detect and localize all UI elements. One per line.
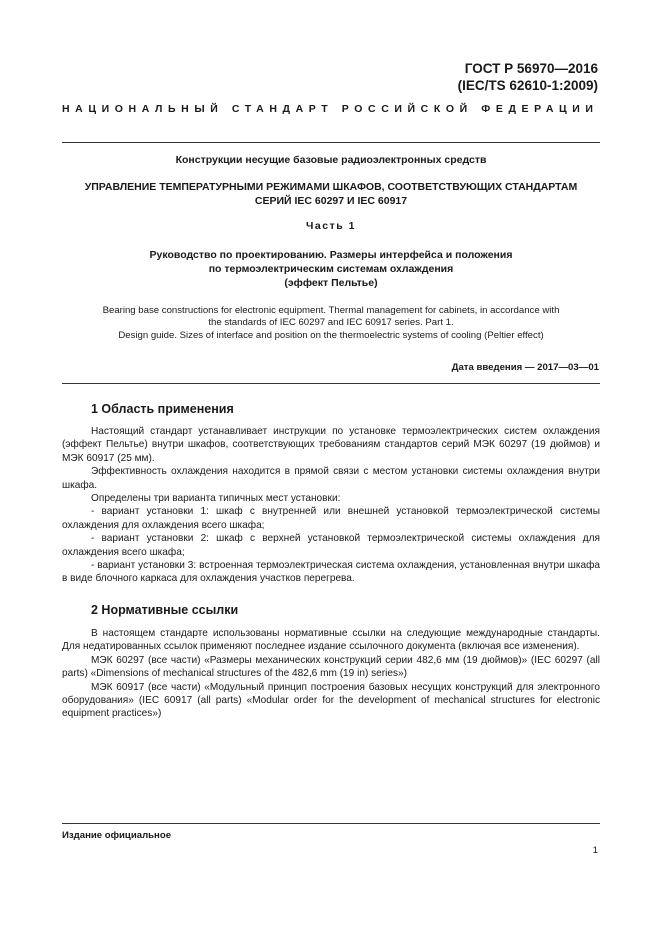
page-number: 1 bbox=[592, 845, 598, 856]
section-body bbox=[62, 627, 600, 721]
part-label: Часть 1 bbox=[306, 220, 356, 232]
list-item: - вариант установки 1: шкаф с внутренней или внешней установкой термоэлектрической системы охлаждения для охлаждения всего шкафа; bbox=[62, 506, 600, 531]
section-heading: 1 Область применения bbox=[91, 402, 234, 416]
official-edition-label: Издание официальное bbox=[62, 830, 172, 841]
section-body bbox=[62, 425, 600, 586]
english-title bbox=[62, 305, 600, 342]
list-item: - вариант установки 3: встроенная термоэлектрическая система охлаждения, установленная внутри шкафа в виде блочного каркаса для охлаждения участков перегрева. bbox=[62, 560, 600, 585]
footer-divider bbox=[62, 823, 600, 824]
paragraph: Эффективность охлаждения находится в прямой связи с местом установки системы охлаждения внутри шкафа. bbox=[62, 466, 600, 491]
title-divider bbox=[62, 383, 600, 384]
main-title-line: УПРАВЛЕНИЕ ТЕМПЕРАТУРНЫМИ РЕЖИМАМИ ШКАФОВ, СООТВЕТСТВУЮЩИХ СТАНДАРТАМ bbox=[84, 181, 578, 193]
paragraph: Определены три варианта типичных мест установки: bbox=[91, 493, 341, 505]
english-title-line: the standards of IEC 60297 and IEC 60917 series. Part 1. bbox=[208, 317, 454, 329]
english-title-line: Design guide. Sizes of interface and position on the thermoelectric systems of cooling (Peltier effect) bbox=[118, 329, 544, 341]
part-title-line: Руководство по проектированию. Размеры интерфейса и положения bbox=[149, 249, 513, 261]
header-divider bbox=[62, 142, 600, 143]
iec-reference: (IEC/TS 62610-1:2009) bbox=[457, 78, 598, 93]
english-title-line: Bearing base constructions for electronic equipment. Thermal management for cabinets, in accordance with bbox=[102, 305, 560, 316]
document-subtitle: Конструкции несущие базовые радиоэлектронных средств bbox=[175, 154, 487, 166]
section-heading: 2 Нормативные ссылки bbox=[91, 603, 239, 617]
part-title-line: по термоэлектрическим системам охлаждения bbox=[208, 263, 454, 275]
standard-code-block bbox=[458, 60, 598, 94]
document-main-title bbox=[62, 180, 600, 208]
part-title bbox=[62, 248, 600, 290]
main-title-line: СЕРИЙ IEC 60297 И IEC 60917 bbox=[254, 195, 408, 207]
national-standard-label: НАЦИОНАЛЬНЫЙ СТАНДАРТ РОССИЙСКОЙ ФЕДЕРАЦИИ bbox=[62, 103, 599, 115]
part-title-line: (эффект Пельтье) bbox=[284, 277, 378, 289]
list-item: - вариант установки 2: шкаф с верхней установкой термоэлектрической системы охлаждения для охлаждения всего шкафа; bbox=[62, 533, 600, 558]
paragraph: В настоящем стандарте использованы нормативные ссылки на следующие международные стандарты. Для недатированных ссылок применяют последнее издание ссылочного документа (включая все изменения). bbox=[62, 628, 600, 653]
reference-item: МЭК 60917 (все части) «Модульный принцип построения базовых несущих конструкций для электронного оборудования» (IEC 60917 (all parts) «Modular order for the development of mechanical structures for electronic equipment practices») bbox=[62, 681, 600, 720]
reference-item: МЭК 60297 (все части) «Размеры механических конструкций серии 482,6 мм (19 дюймов)» (IEC 60297 (all parts) «Dimensions of mechanical structures of the 482,6 mm (19 in) series») bbox=[62, 654, 600, 680]
paragraph: Настоящий стандарт устанавливает инструкции по установке термоэлектрических систем охлаждения (эффект Пельтье) внутри шкафов, соответствующих требованиям стандартов серий МЭК 60297 (19 дюймов) и МЭК 60917 (25 мм). bbox=[62, 426, 600, 464]
introduction-date: Дата введения — 2017—03—01 bbox=[451, 362, 599, 373]
standard-number: ГОСТ Р 56970—2016 bbox=[464, 61, 598, 76]
